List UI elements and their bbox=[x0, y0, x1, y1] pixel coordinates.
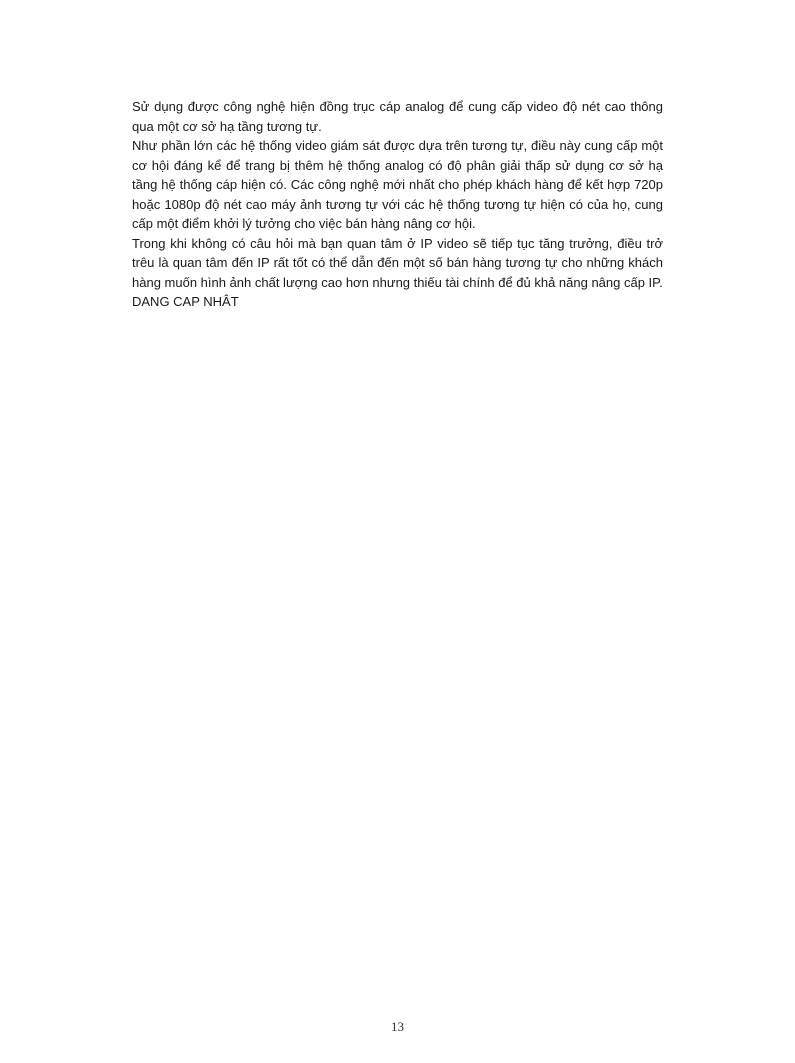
section-heading: DANG CAP NHÂT bbox=[132, 294, 239, 309]
paragraph-2: Như phần lớn các hệ thống video giám sát được dựa trên tương tự, điều này cung cấp một cơ hội đáng kể để trang bị thêm hệ thống analog có độ phân giải thấp sử dụng cơ sở hạ tầng hệ thống cáp hiện có. Các công nghệ mới nhất cho phép khách hàng để kết hợp 720p hoặc 1080p độ nét cao máy ảnh tương tự với các hệ thống tương tự hiện có của họ, cung cấp một điểm khởi lý tưởng cho việc bán hàng nâng cơ hội. bbox=[132, 138, 663, 231]
page-number: 13 bbox=[391, 1019, 404, 1034]
paragraph-3: Trong khi không có câu hỏi mà bạn quan tâm ở IP video sẽ tiếp tục tăng trưởng, điều trở trêu là quan tâm đến IP rất tốt có thể dẫn đến một số bán hàng tương tự cho những khách hàng muốn hình ảnh chất lượng cao hơn nhưng thiếu tài chính để đủ khả năng nâng cấp IP. bbox=[132, 235, 663, 290]
body-text bbox=[132, 97, 663, 312]
paragraph-1: Sử dụng được công nghệ hiện đồng trục cáp analog để cung cấp video độ nét cao thông qua một cơ sở hạ tầng tương tự. bbox=[132, 99, 663, 134]
